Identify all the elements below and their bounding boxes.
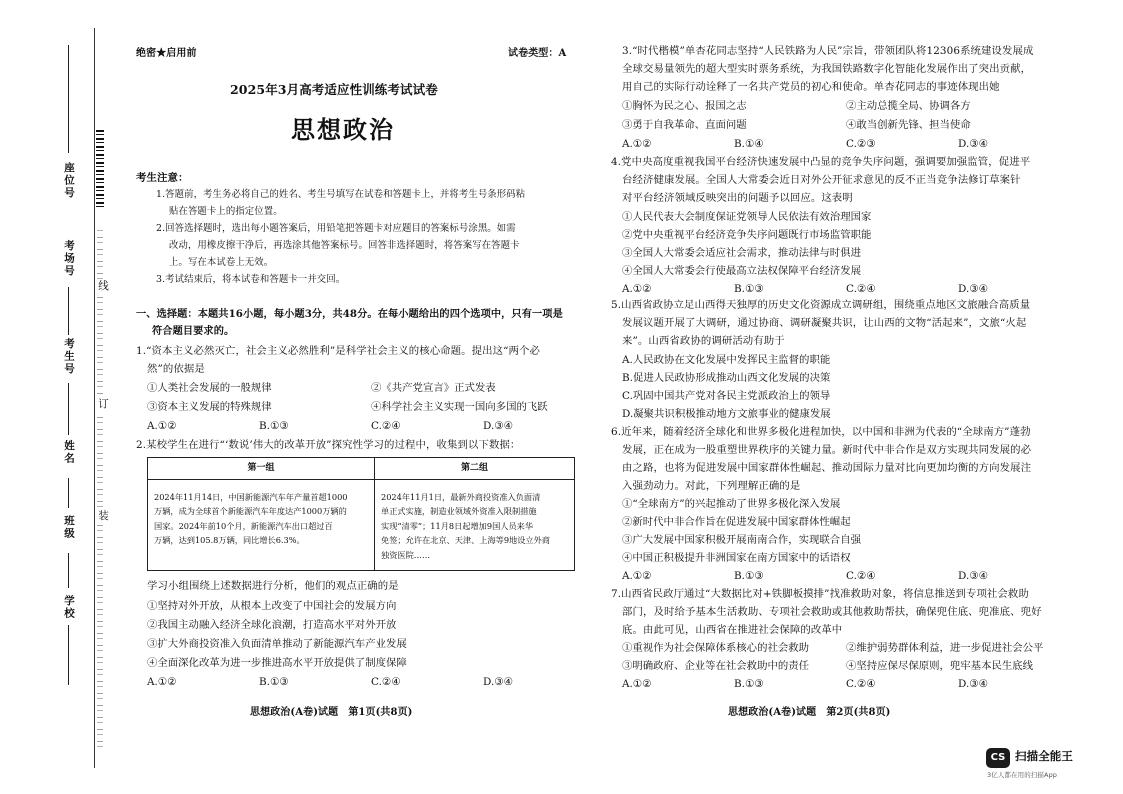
watermark-name: 扫描全能王	[1015, 749, 1073, 763]
q2-statement: ④全面深化改革为进一步推进高水平开放提供了制度保障	[147, 657, 407, 669]
q5-choice-c[interactable]: C.巩固中国共产党对各民主党派政治上的领导	[622, 390, 831, 402]
class-label: 班级	[63, 515, 75, 540]
scan-barcode	[96, 130, 104, 210]
q1-statement: ④科学社会主义实现一国向多国的飞跃	[371, 401, 548, 413]
binding-ding: 订	[97, 398, 109, 411]
q1-statement: ②《共产党宣言》正式发表	[371, 382, 496, 394]
q7-stem: 部门，及时给予基本生活救助、专项社会救助或其他救助帮扶，确保兜住底、兜准底、兜好	[622, 606, 1042, 618]
q2-statement: ③扩大外商投资准入负面清单推动了新能源汽车产业发展	[147, 638, 407, 650]
footer-page1: 思想政治(A卷)试题 第1页(共8页)	[250, 707, 413, 718]
q2-data-table	[147, 457, 575, 571]
cell-line: 2024年11月14日，中国新能源汽车年产量首超1000	[154, 491, 348, 502]
q6-statement: ④中国正积极提升非洲国家在南方国家中的话语权	[622, 552, 851, 564]
q6-choice-c[interactable]: C.②④	[846, 570, 876, 582]
room-label: 考场号	[63, 240, 75, 278]
q7-statement: ①重视作为社会保障体系核心的社会救助	[622, 642, 810, 654]
q1-choice-d[interactable]: D.③④	[483, 420, 513, 432]
q3-statement: ②主动总揽全局、协调各方	[846, 100, 971, 112]
binding-line	[94, 28, 95, 768]
table-header-group2: 第二组	[375, 458, 575, 480]
q4-choice-c[interactable]: C.②④	[846, 283, 876, 295]
q5-choice-b[interactable]: B.促进人民政协形成推动山西文化发展的决策	[622, 372, 831, 384]
q7-choice-d[interactable]: D.③④	[958, 678, 988, 690]
q1-choice-a[interactable]: A.①②	[147, 420, 177, 432]
q3-stem: 用自己的实际行动诠释了一名共产党员的初心和使命。单杏花同志的事迹体现出她	[622, 81, 1000, 93]
q6-stem: 由之路，也将为促进发展中国家群体性崛起、推动国际力量对比向更加均衡的方向发展注	[622, 462, 1032, 474]
section-heading-cont: 符合题目要求的。	[152, 325, 235, 337]
q4-stem: 4.党中央高度重视我国平台经济快速发展中凸显的竞争失序问题，强调要加强监管，促进平	[611, 156, 1031, 168]
q6-choice-a[interactable]: A.①②	[622, 570, 652, 582]
watermark-tagline: 3亿人都在用的扫描App	[987, 771, 1058, 779]
q2-choice-b[interactable]: B.①③	[259, 676, 289, 688]
q4-choice-d[interactable]: D.③④	[958, 283, 988, 295]
cell-line: 国家。2024年前10个月，新能源汽车出口超过百	[154, 520, 333, 531]
note-line: 贴在答题卡上的指定位置。	[169, 206, 283, 217]
q6-statement: ③广大发展中国家积极开展南南合作，实现联合自强	[622, 534, 861, 546]
q3-stem: 3.“时代楷模”单杏花同志坚持“人民铁路为人民”宗旨，带领团队将12306系统建设发展成	[622, 45, 1034, 57]
q5-stem: 5.山西省政协立足山西得天独厚的历史文化资源成立调研组，围绕重点地区文旅融合高质量	[611, 299, 1031, 311]
q3-statement: ①胸怀为民之心、报国之志	[622, 100, 747, 112]
q3-statement: ③勇于自我革命、直面问题	[622, 119, 747, 131]
q2-choice-d[interactable]: D.③④	[483, 676, 513, 688]
q2-statement: ②我国主动融入经济全球化浪潮，打造高水平对外开放	[147, 619, 397, 631]
cell-line: 免签；允许在北京、天津、上海等9地设立外商	[381, 535, 550, 545]
notes-title: 考生注意：	[136, 172, 189, 184]
secret-mark: 绝密★启用前	[136, 48, 197, 59]
subject-title: 思想政治	[291, 116, 395, 144]
q6-choice-b[interactable]: B.①③	[734, 570, 764, 582]
q7-stem: 7.山西省民政厅通过“大数据比对+铁脚板摸排”找准救助对象，将信息推送到专项社会救助	[611, 588, 1029, 600]
q6-statement: ②新时代中非合作旨在促进发展中国家群体性崛起	[622, 516, 851, 528]
q4-choice-a[interactable]: A.①②	[622, 283, 652, 295]
q4-stem: 对平台经济领域反映突出的问题予以回应。这表明	[622, 192, 853, 204]
q7-choice-b[interactable]: B.①③	[734, 678, 764, 690]
q1-statement: ③资本主义发展的特殊规律	[147, 401, 272, 413]
q3-statement: ④敢当创新先锋、担当使命	[846, 119, 971, 131]
table-cell-group1	[148, 479, 375, 571]
q4-choice-b[interactable]: B.①③	[734, 283, 764, 295]
q7-choice-c[interactable]: C.②④	[846, 678, 876, 690]
binding-zhuang: 装	[97, 510, 109, 523]
q3-stem: 全球交易量领先的超大型实时票务系统，为我国铁路数字化智能化发展作出了突出贡献，	[622, 63, 1032, 75]
q7-choice-a[interactable]: A.①②	[622, 678, 652, 690]
name-blank	[68, 478, 69, 508]
note-line: 改动，用橡皮擦干净后，再选涂其他答案标号。回答非选择题时，将答案写在答题卡	[169, 240, 520, 251]
q7-stem: 底。由此可见，山西省在推进社会保障的改革中	[622, 624, 843, 636]
q2-statement: ①坚持对外开放，从根本上改变了中国社会的发展方向	[147, 600, 397, 612]
note-line: 3.考试结束后，将本试卷和答题卡一并交回。	[156, 274, 346, 285]
q3-choice-c[interactable]: C.②③	[846, 138, 876, 150]
q6-stem: 发展，正在成为一股重塑世界秩序的关键力量。新时代中非合作是双方实现共同发展的必	[622, 444, 1032, 456]
q3-choice-a[interactable]: A.①②	[622, 138, 652, 150]
q4-stem: 台经济健康发展。全国人大常委会近日对外公开征求意见的反不正当竞争法修订草案针	[622, 174, 1021, 186]
exam-no-label: 考生号	[63, 338, 75, 376]
q4-statement: ④全国人大常委会行使最高立法权保障平台经济发展	[622, 265, 861, 277]
q7-statement: ③明确政府、企业等在社会救助中的责任	[622, 660, 810, 672]
seat-blank	[68, 45, 69, 153]
cell-line: 万辆，成为全球首个新能源汽车年度达产1000万辆的	[154, 506, 347, 516]
footer-page2: 思想政治(A卷)试题 第2页(共8页)	[728, 707, 891, 718]
q3-choice-d[interactable]: D.③④	[958, 138, 988, 150]
q4-statement: ②党中央重视平台经济竞争失序问题既行市场监管职能	[622, 229, 872, 241]
q1-choice-b[interactable]: B.①③	[259, 420, 289, 432]
q4-statement: ③全国人大常委会适应社会需求，推动法律与时俱进	[622, 247, 861, 259]
q1-stem: 然”的依据是	[147, 363, 205, 375]
q3-choice-b[interactable]: B.①④	[734, 138, 764, 150]
table-header-group1: 第一组	[148, 458, 375, 480]
q2-stem: 2.某校学生在进行“‘数说’伟大的改革开放”探究性学习的过程中，收集到以下数据：	[136, 439, 521, 451]
q1-choice-c[interactable]: C.②④	[371, 420, 401, 432]
q6-stem: 6.近年来，随着经济全球化和世界多极化进程加快，以中国和非洲为代表的“全球南方”蓬勃	[611, 426, 1031, 438]
section-heading: 一、选择题：本题共16小题，每小题3分，共48分。在每小题给出的四个选项中，只有一项是	[136, 308, 563, 320]
cell-line: 2024年11月1日，最新外商投资准入负面清	[381, 491, 541, 502]
camscanner-logo-icon: CS	[986, 748, 1010, 768]
exam-no-blank	[68, 383, 69, 435]
q6-stem: 入强劲动力。对此，下列理解正确的是	[622, 480, 801, 492]
exam-title: 2025年3月高考适应性训练考试试卷	[230, 82, 438, 97]
q2-choice-a[interactable]: A.①②	[147, 676, 177, 688]
q5-choice-d[interactable]: D.凝聚共识积极推动地方文旅事业的健康发展	[622, 408, 831, 420]
q5-stem: 来”。山西省政协的调研活动有助于	[622, 335, 785, 347]
school-blank	[68, 625, 69, 685]
table-cell-group2	[375, 479, 575, 571]
q7-statement: ②维护弱势群体利益，进一步促进社会公平	[846, 642, 1044, 654]
note-line: 2.回答选择题时，选出每小题答案后，用铅笔把答题卡对应题目的答案标号涂黑。如需	[156, 223, 516, 234]
q6-choice-d[interactable]: D.③④	[958, 570, 988, 582]
cell-line: 万辆，达到105.8万辆，同比增长6.3%。	[154, 535, 305, 545]
school-label: 学校	[63, 595, 75, 620]
cell-line: 独资医院……	[381, 549, 431, 560]
room-blank	[68, 287, 69, 335]
scan-artifact	[97, 230, 103, 750]
binding-xian: 线	[97, 280, 109, 293]
class-blank	[68, 553, 69, 588]
note-line: 1.答题前，考生务必将自己的姓名、考生号填写在试卷和答题卡上，并将考生号条形码粘	[156, 189, 526, 200]
paper-type: 试卷类型：A	[508, 48, 567, 59]
q4-statement: ①人民代表大会制度保证党领导人民依法有效治理国家	[622, 211, 872, 223]
note-line: 上。写在本试卷上无效。	[169, 257, 274, 268]
q2-prompt: 学习小组围绕上述数据进行分析，他们的观点正确的是	[147, 580, 399, 592]
q1-stem: 1.“资本主义必然灭亡，社会主义必然胜利”是科学社会主义的核心命题。提出这“两个必	[136, 345, 541, 357]
q5-choice-a[interactable]: A.人民政协在文化发展中发挥民主监督的职能	[622, 354, 831, 366]
cell-line: 单正式实施，制造业领域外资准入限制措施	[381, 506, 537, 516]
q7-statement: ④坚持应保尽保原则，兜牢基本民生底线	[846, 660, 1034, 672]
q1-statement: ①人类社会发展的一般规律	[147, 382, 272, 394]
q6-statement: ①“全球南方”的兴起推动了世界多极化深入发展	[622, 498, 841, 510]
name-label: 姓名	[63, 440, 75, 465]
cell-line: 实现“清零”；11月8日起增加9国人员来华	[381, 520, 534, 531]
q5-stem: 发展议题开展了大调研，通过协商、调研凝聚共识，让山西的文物“活起来”，文旅“火起	[622, 317, 1027, 329]
q2-choice-c[interactable]: C.②④	[371, 676, 401, 688]
seat-label: 座位号	[63, 162, 75, 200]
